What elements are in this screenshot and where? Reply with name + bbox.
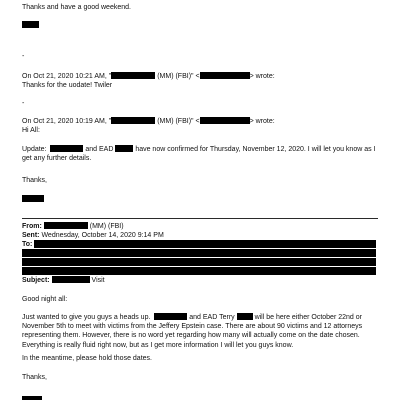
redacted-recipients xyxy=(22,258,376,266)
to-label: To: xyxy=(22,241,33,248)
closing-line: Thanks and have a good weekend. xyxy=(22,4,131,11)
redacted-name xyxy=(237,313,253,320)
reply2-header-mid: (MM) (FBI)" < xyxy=(155,118,200,125)
reply1-header-mid: (MM) (FBI)" < xyxy=(155,73,200,80)
redacted-name xyxy=(111,72,155,79)
reply2-signoff: Thanks, xyxy=(22,177,47,184)
redacted-recipients xyxy=(22,267,376,275)
sent-label: Sent: xyxy=(22,232,40,239)
reply2-update-mid: and EAD xyxy=(85,146,114,153)
body-prefix: Just wanted to give you guys a heads up. xyxy=(22,314,151,321)
reply2-header-suffix: > wrote: xyxy=(249,118,275,125)
reply1-header-prefix: On Oct 21, 2020 10:21 AM, " xyxy=(22,73,112,80)
redacted-recipients xyxy=(22,249,376,257)
reply1-body: Thanks for the uodate! Twiler xyxy=(22,82,113,89)
redacted-subject xyxy=(52,276,90,283)
redacted-name xyxy=(115,145,133,152)
body-rest: will be here either October 22nd or November 5th to meet with victims from the Jeffery Epstein case. There are about 90 victims and 12 attorneys representing them. However, there is no word yet regarding how many will actually come on the date chosen. Everything is really fluid right now, but as I get more information I will let you guys know. xyxy=(22,314,363,349)
original-greeting: Good night all: xyxy=(22,296,68,303)
reply1-header xyxy=(22,72,275,81)
sent-value: Wednesday, October 14, 2020 9:14 PM xyxy=(41,232,164,239)
from-value: (MM) (FBI) xyxy=(87,223,124,230)
from-label: From: xyxy=(22,223,42,230)
body-mid: and EAD Terry xyxy=(189,314,235,321)
redacted-name xyxy=(111,117,155,124)
subject-label: Subject: xyxy=(22,277,50,284)
reply2-greeting: Hi All: xyxy=(22,127,40,134)
redacted-name xyxy=(44,222,88,229)
redacted-email xyxy=(200,72,250,79)
header-divider xyxy=(22,218,378,219)
from-line xyxy=(22,222,124,231)
reply1-dash: - xyxy=(22,53,25,60)
subject-value: Visit xyxy=(91,277,105,284)
reply2-header xyxy=(22,117,275,126)
original-signoff: Thanks, xyxy=(22,374,47,381)
redacted-signature xyxy=(22,21,39,28)
reply2-dash: - xyxy=(22,100,25,107)
redacted-name xyxy=(154,313,187,320)
redacted-name xyxy=(50,145,83,152)
reply1-header-suffix: > wrote: xyxy=(249,73,275,80)
hold-line: In the meantime, please hold those dates. xyxy=(22,355,152,362)
original-body-paragraph xyxy=(22,313,376,350)
subject-line xyxy=(22,276,105,285)
redacted-email xyxy=(200,117,250,124)
to-line xyxy=(22,240,32,249)
redacted-recipients xyxy=(34,240,376,248)
reply2-update-paragraph xyxy=(22,145,376,163)
sent-line xyxy=(22,231,164,240)
reply2-update-rest: have now confirmed for Thursday, November 12, 2020. I will let you know as I get any further details. xyxy=(22,146,376,163)
reply2-header-prefix: On Oct 21, 2020 10:19 AM, " xyxy=(22,118,112,125)
reply2-update-prefix: Update: xyxy=(22,146,47,153)
redacted-signature xyxy=(22,396,42,400)
redacted-signature xyxy=(22,195,44,202)
